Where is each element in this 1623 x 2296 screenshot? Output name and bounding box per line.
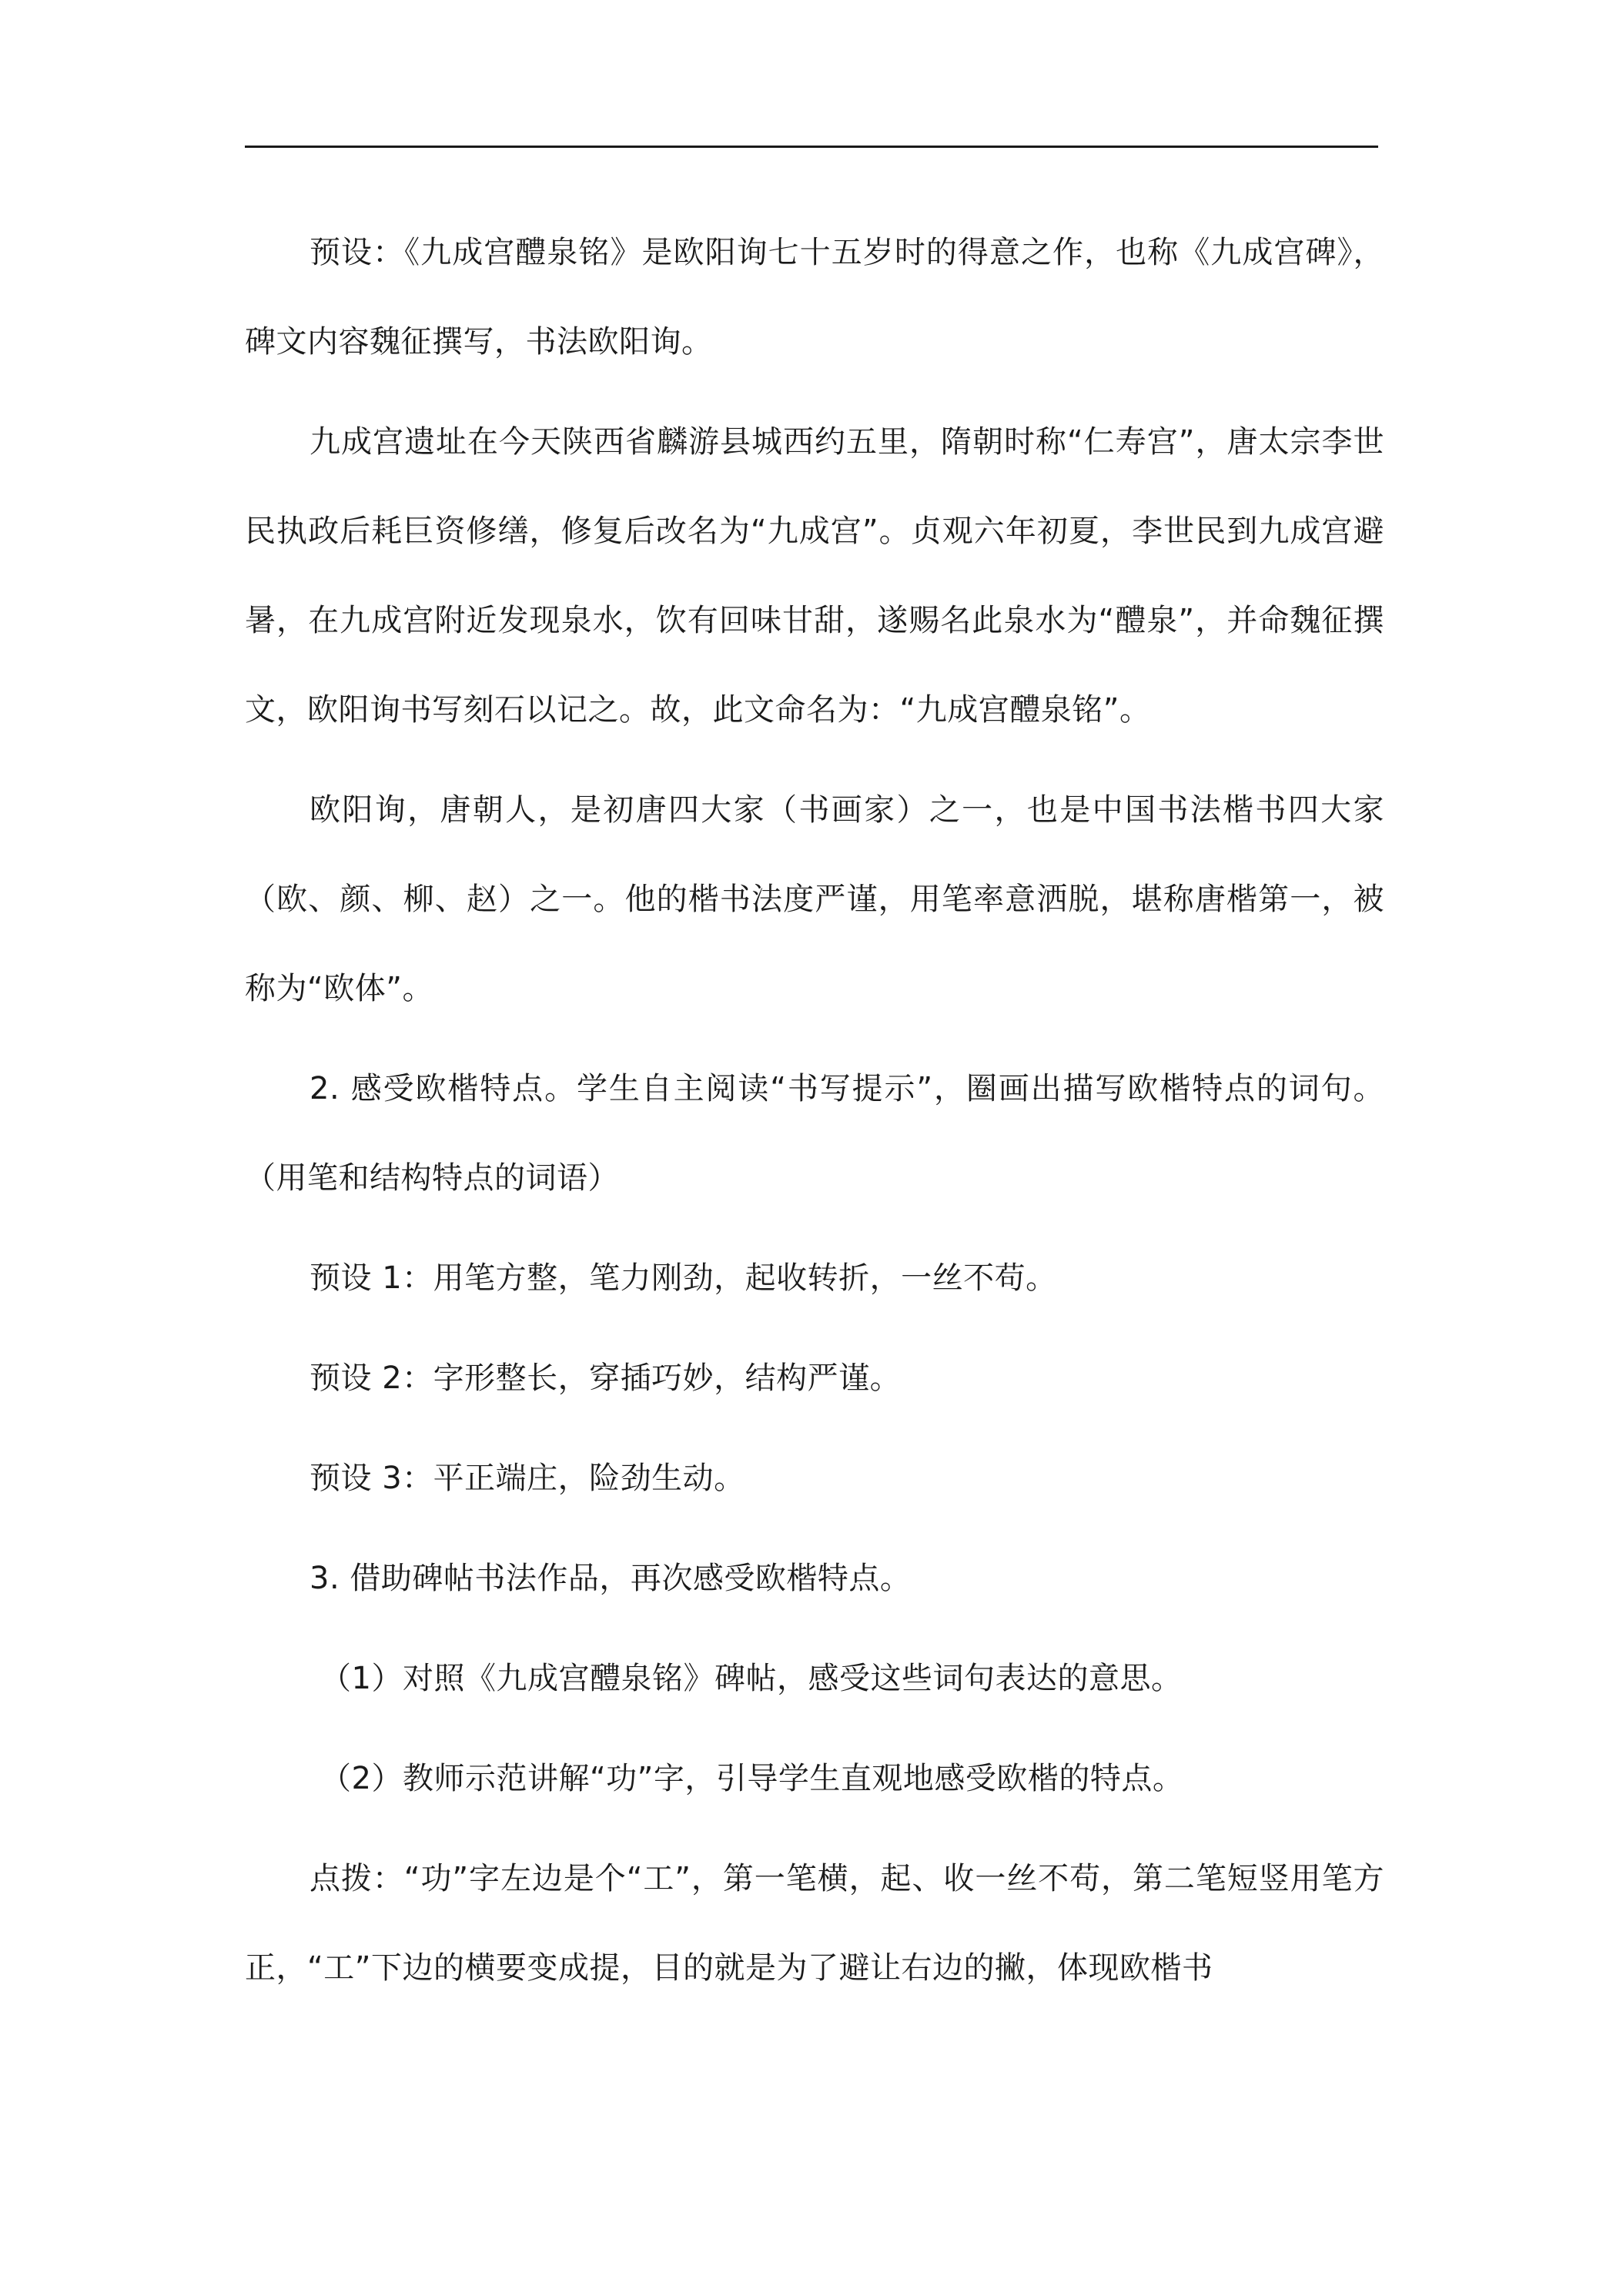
paragraph-step-3-2: （2）教师示范讲解“功”字，引导学生直观地感受欧楷的特点。 <box>320 1761 1184 1796</box>
paragraph-ouyangxun-bio: 欧阳询，唐朝人，是初唐四大家（书画家）之一，也是中国书法楷书四大家（欧、颜、柳、赵）之一。他的楷书法度严谨，用笔率意洒脱，堪称唐楷第一，被称为“欧体”。 <box>245 792 1384 1006</box>
document-body <box>245 208 1384 2023</box>
paragraph-preset-1: 预设 1：用笔方整，笔力刚劲，起收转折，一丝不苟。 <box>310 1260 1057 1296</box>
paragraph-step-3-1: （1）对照《九成宫醴泉铭》碑帖，感受这些词句表达的意思。 <box>320 1661 1183 1696</box>
paragraph-preset-3: 预设 3：平正端庄，险劲生动。 <box>310 1461 745 1496</box>
paragraph-step-3: 3. 借助碑帖书法作品，再次感受欧楷特点。 <box>310 1561 912 1596</box>
header-rule <box>245 146 1378 148</box>
paragraph-preset-2: 预设 2：字形整长，穿插巧妙，结构严谨。 <box>310 1361 902 1396</box>
paragraph-step-2: 2. 感受欧楷特点。学生自主阅读“书写提示”，圈画出描写欧楷特点的词句。（用笔和结构特点的词语） <box>245 1071 1384 1196</box>
paragraph-guidance: 点拨：“功”字左边是个“工”，第一笔横，起、收一丝不苟，第二笔短竖用笔方正，“工”下边的横要变成提，目的就是为了避让右边的撇，体现欧楷书 <box>245 1861 1384 1986</box>
paragraph-jiuchenggong-history: 九成宫遗址在今天陕西省麟游县城西约五里，隋朝时称“仁寿宫”，唐太宗李世民执政后耗巨资修缮，修复后改名为“九成宫”。贞观六年初夏，李世民到九成宫避暑，在九成宫附近发现泉水，饮有回味甘甜，遂赐名此泉水为“醴泉”，并命魏征撰文，欧阳询书写刻石以记之。故，此文命名为：“九成宫醴泉铭”。 <box>245 424 1384 728</box>
paragraph-preset-intro: 预设：《九成宫醴泉铭》是欧阳询七十五岁时的得意之作，也称《九成宫碑》，碑文内容魏征撰写，书法欧阳询。 <box>245 235 1384 360</box>
